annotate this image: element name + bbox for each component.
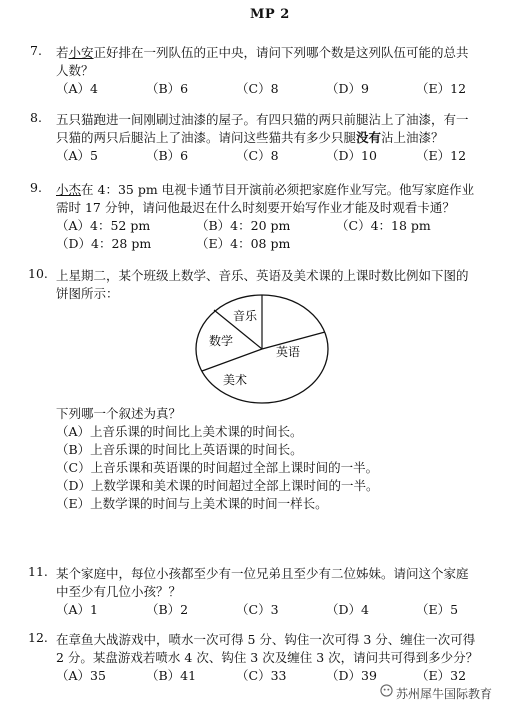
question-text-line-1: 小杰在 4：35 pm 电视卡通节目开演前必须把家庭作业写完。他写家庭作业 [56, 182, 475, 197]
question-9 [30, 180, 510, 256]
option-e: （E）12 [416, 148, 467, 163]
option-b: （B）41 [146, 668, 197, 683]
pie-label-art: 美术 [223, 373, 248, 387]
question-10-prompt: 下列哪一个叙述为真？ [56, 406, 182, 421]
option-a: （A）35 [56, 668, 106, 683]
name-xiaojie: 小杰 [56, 182, 82, 197]
option-a: （A）5 [56, 148, 98, 163]
question-11 [30, 564, 510, 622]
option-c: （C）8 [236, 148, 279, 163]
question-number: 11. [28, 564, 48, 579]
wechat-icon [380, 684, 393, 697]
question-text-line-2: 需时 17 分钟，请问他最迟在什么时刻要开始写作业才能及时观看卡通？ [56, 200, 455, 215]
question-8 [30, 110, 510, 168]
option-c: （C）3 [236, 602, 279, 617]
option-b: （B）6 [146, 81, 189, 96]
option-c: （C）4：18 pm [336, 218, 431, 233]
statement-d: （D）上数学课和美术课的时间超过全部上课时间的一半。 [56, 478, 379, 493]
page-header: MP 2 [250, 7, 290, 22]
option-e: （E）12 [416, 81, 467, 96]
statement-e: （E）上数学课的时间与上美术课的时间一样长。 [56, 496, 328, 511]
question-text-line-2: 人数？ [56, 63, 94, 78]
option-d: （D）9 [326, 81, 369, 96]
question-text-line-1: 在章鱼大战游戏中，喷水一次可得 5 分、钩住一次可得 3 分、缠住一次可得 [56, 632, 476, 647]
option-e: （E）32 [416, 668, 467, 683]
question-text-line-1: 上星期二，某个班级上数学、音乐、英语及美术课的上课时数比例如下图的 [56, 268, 469, 283]
question-text-line-2: 中至少有几位小孩？？ [56, 584, 182, 599]
question-number: 8. [30, 110, 42, 125]
option-a: （A）4 [56, 81, 98, 96]
question-12 [30, 630, 510, 688]
option-d: （D）4 [326, 602, 369, 617]
question-number: 7. [30, 43, 42, 58]
emphasis-meiyou: 没有 [356, 130, 382, 145]
question-number: 10. [28, 266, 48, 281]
question-text-line-1: 某个家庭中，每位小孩都至少有一位兄弟且至少有二位姊妹。请问这个家庭 [56, 566, 469, 581]
statement-b: （B）上音乐课的时间比上英语课的时间长。 [56, 442, 303, 457]
question-text-line-2: 饼图所示： [56, 286, 119, 301]
pie-label-music: 音乐 [233, 309, 258, 323]
option-d: （D）4：28 pm [56, 236, 152, 251]
question-7 [30, 43, 510, 101]
option-b: （B）6 [146, 148, 189, 163]
option-a: （A）1 [56, 602, 98, 617]
option-e: （E）5 [416, 602, 459, 617]
question-text-line-1: 五只猫跑进一间刚刷过油漆的屋子。有四只猫的两只前腿沾上了油漆，有一 [56, 112, 469, 127]
pie-divider-lower-left [202, 349, 262, 371]
statement-a: （A）上音乐课的时间比上美术课的时间长。 [56, 424, 303, 439]
question-text-line-1: 若小安正好排在一列队伍的正中央，请问下列哪个数是这列队伍可能的总共 [56, 45, 469, 60]
statement-c: （C）上音乐课和英语课的时间超过全部上课时间的一半。 [56, 460, 379, 475]
option-c: （C）33 [236, 668, 287, 683]
question-text-line-2: 2 分。某盘游戏若喷水 4 次、钩住 3 次及缠住 3 次，请问共可得到多少分？ [56, 650, 479, 665]
pie-chart [190, 292, 336, 406]
watermark-text: 苏州犀牛国际教育 [396, 687, 493, 701]
option-d: （D）39 [326, 668, 377, 683]
option-a: （A）4：52 pm [56, 218, 151, 233]
option-d: （D）10 [326, 148, 377, 163]
question-text-line-2: 只猫的两只后腿沾上了油漆。请问这些猫共有多少只腿没有沾上油漆？ [56, 130, 444, 145]
question-number: 12. [28, 630, 48, 645]
option-c: （C）8 [236, 81, 279, 96]
question-number: 9. [30, 180, 42, 195]
option-b: （B）4：20 pm [196, 218, 291, 233]
name-xiaoan: 小安 [68, 45, 94, 60]
pie-label-english: 英语 [276, 345, 301, 359]
option-e: （E）4：08 pm [196, 236, 291, 251]
option-b: （B）2 [146, 602, 189, 617]
pie-label-math: 数学 [209, 334, 234, 348]
